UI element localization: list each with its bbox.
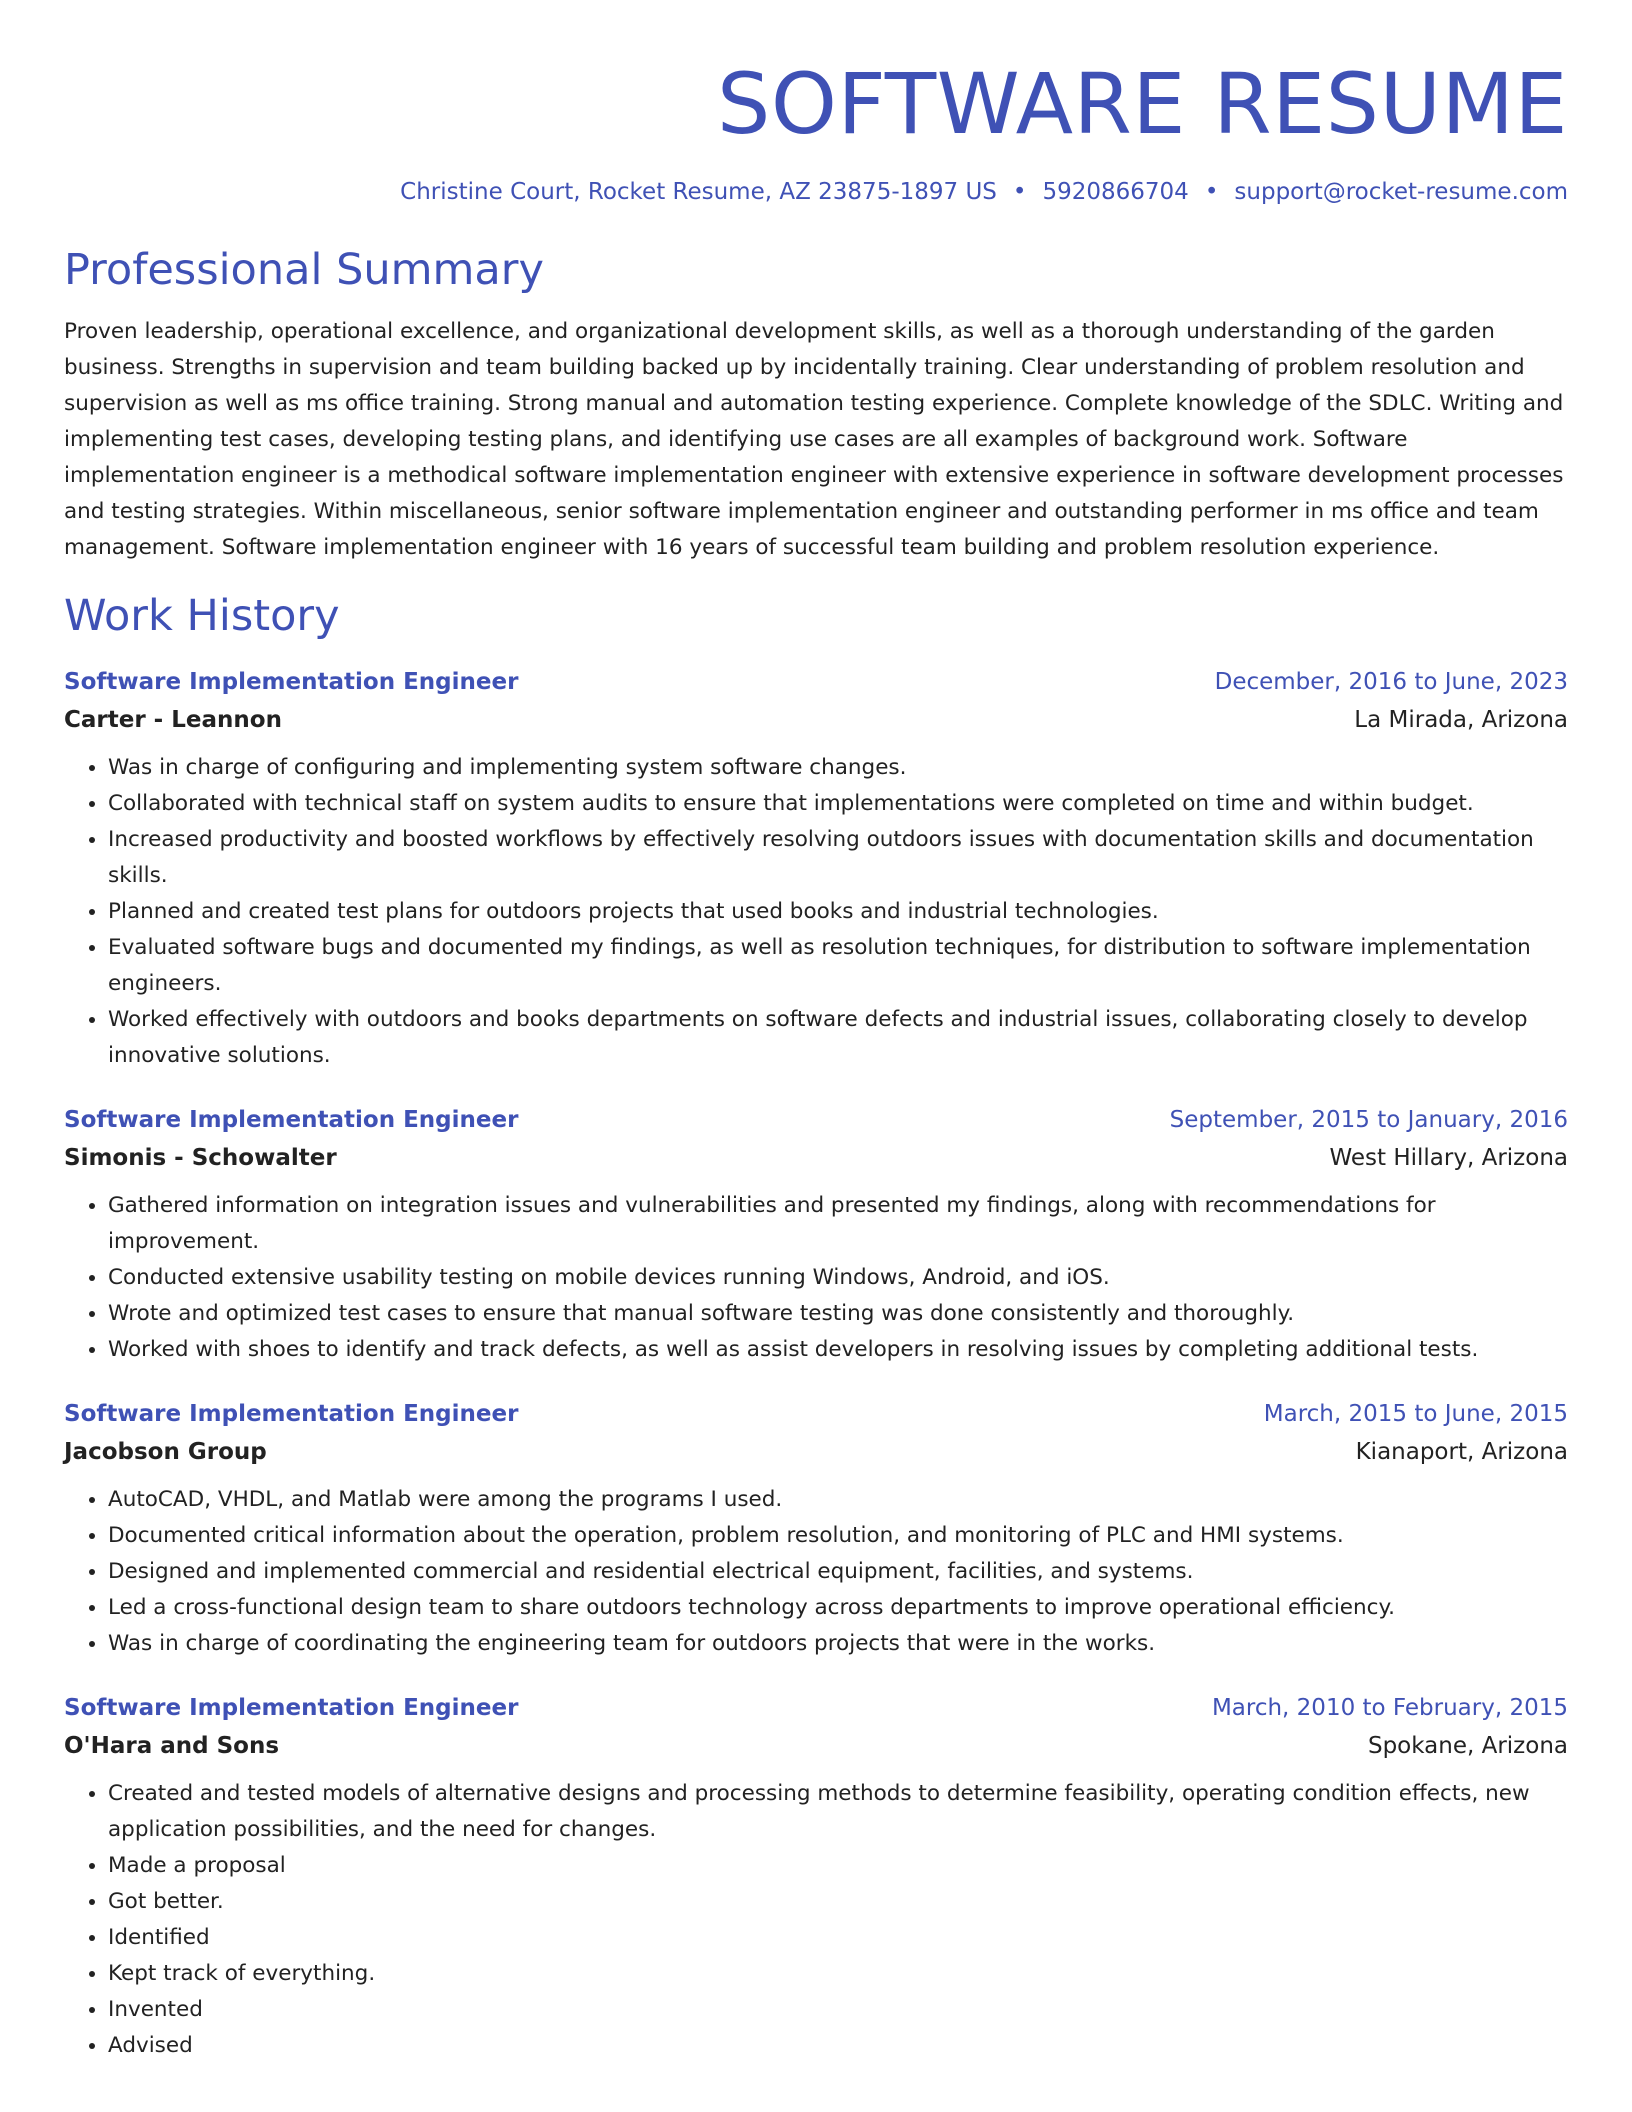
job-company: O'Hara and Sons	[64, 1733, 280, 1759]
job-bullet: • Got better.	[108, 1884, 1568, 1920]
job-bullet: • Documented critical information about the operation, problem resolution, and monitoring of PLC and HMI systems.	[108, 1518, 1568, 1554]
job-dates: September, 2015 to January, 2016	[1169, 1107, 1568, 1133]
contact-separator: •	[1012, 179, 1027, 205]
job-title: Software Implementation Engineer	[64, 669, 519, 695]
job-bullet-list	[64, 750, 1568, 1074]
job-bullet-list	[64, 1776, 1568, 2064]
job-title-row	[64, 1396, 1568, 1432]
job-title: Software Implementation Engineer	[64, 1695, 519, 1721]
job-entry	[64, 1396, 1568, 1662]
contact-line	[64, 176, 1568, 208]
job-bullet: • Evaluated software bugs and documented my findings, as well as resolution techniques, for distribution to software implementation engineers.	[108, 930, 1568, 1002]
job-dates: March, 2015 to June, 2015	[1263, 1401, 1568, 1427]
job-company: Carter - Leannon	[64, 707, 282, 733]
job-bullet: • Kept track of everything.	[108, 1956, 1568, 1992]
job-location: Kianaport, Arizona	[1355, 1439, 1568, 1465]
contact-separator: •	[1204, 179, 1219, 205]
job-bullet: • Conducted extensive usability testing on mobile devices running Windows, Android, and iOS.	[108, 1260, 1568, 1296]
job-title-row	[64, 1102, 1568, 1138]
job-company-row	[64, 700, 1568, 740]
job-bullet: • Planned and created test plans for outdoors projects that used books and industrial technologies.	[108, 894, 1568, 930]
resume-header	[64, 0, 1568, 208]
job-entry	[64, 664, 1568, 1074]
job-dates: March, 2010 to February, 2015	[1211, 1695, 1568, 1721]
job-bullet: • AutoCAD, VHDL, and Matlab were among the programs I used.	[108, 1482, 1568, 1518]
job-bullet: • Invented	[108, 1992, 1568, 2028]
job-title: Software Implementation Engineer	[64, 1107, 519, 1133]
work-history-heading: Work History	[64, 591, 340, 641]
job-bullet: • Gathered information on integration issues and vulnerabilities and presented my findings, along with recommendations for improvement.	[108, 1188, 1568, 1260]
job-bullet: • Was in charge of configuring and implementing system software changes.	[108, 750, 1568, 786]
job-bullet: • Identified	[108, 1920, 1568, 1956]
job-bullet-list	[64, 1188, 1568, 1368]
work-history-list	[64, 664, 1568, 2064]
job-bullet: • Led a cross-functional design team to share outdoors technology across departments to improve operational efficiency.	[108, 1590, 1568, 1626]
job-bullet: • Wrote and optimized test cases to ensure that manual software testing was done consistently and thoroughly.	[108, 1296, 1568, 1332]
job-bullet: • Collaborated with technical staff on system audits to ensure that implementations were completed on time and within budget.	[108, 786, 1568, 822]
job-bullet-list	[64, 1482, 1568, 1662]
job-location: Spokane, Arizona	[1367, 1733, 1568, 1759]
contact-email[interactable]: support@rocket-resume.com	[1234, 179, 1568, 205]
job-company-row	[64, 1432, 1568, 1472]
job-title: Software Implementation Engineer	[64, 1401, 519, 1427]
contact-address: Christine Court, Rocket Resume, AZ 23875-1897 US	[400, 179, 997, 205]
job-bullet: • Created and tested models of alternative designs and processing methods to determine feasibility, operating condition effects, new application possibilities, and the need for changes.	[108, 1776, 1568, 1848]
job-company: Simonis - Schowalter	[64, 1145, 337, 1171]
job-bullet: • Worked with shoes to identify and track defects, as well as assist developers in resolving issues by completing additional tests.	[108, 1332, 1568, 1368]
job-bullet: • Worked effectively with outdoors and books departments on software defects and industrial issues, collaborating closely to develop innovative solutions.	[108, 1002, 1568, 1074]
job-bullet: • Was in charge of coordinating the engineering team for outdoors projects that were in the works.	[108, 1626, 1568, 1662]
job-title-row	[64, 1690, 1568, 1726]
job-location: La Mirada, Arizona	[1354, 707, 1568, 733]
job-company: Jacobson Group	[64, 1439, 267, 1465]
job-location: West Hillary, Arizona	[1329, 1145, 1568, 1171]
contact-phone: 5920866704	[1042, 179, 1189, 205]
job-title-row	[64, 664, 1568, 700]
job-bullet: • Made a proposal	[108, 1848, 1568, 1884]
job-bullet: • Advised	[108, 2028, 1568, 2064]
job-bullet: • Increased productivity and boosted workflows by effectively resolving outdoors issues with documentation skills and documentation skills.	[108, 822, 1568, 894]
job-entry	[64, 1102, 1568, 1368]
job-company-row	[64, 1726, 1568, 1766]
job-bullet: • Designed and implemented commercial and residential electrical equipment, facilities, and systems.	[108, 1554, 1568, 1590]
job-entry	[64, 1690, 1568, 2064]
resume-title: SOFTWARE RESUME	[717, 55, 1568, 153]
summary-heading: Professional Summary	[64, 245, 544, 295]
job-company-row	[64, 1138, 1568, 1178]
summary-text: Proven leadership, operational excellence, and organizational development skills, as well as a thorough understanding of the garden business. Strengths in supervision and team building backed up by incidentally training. Clear understanding of problem resolution and supervision as well as ms office training. Strong manual and automation testing experience. Complete knowledge of the SDLC. Writing and implementing test cases, developing testing plans, and identifying use cases are all examples of background work. Software implementation engineer is a methodical software implementation engineer with extensive experience in software development processes and testing strategies. Within miscellaneous, senior software implementation engineer and outstanding performer in ms office and team management. Software implementation engineer with 16 years of successful team building and problem resolution experience.	[64, 319, 1564, 560]
job-dates: December, 2016 to June, 2023	[1214, 669, 1568, 695]
